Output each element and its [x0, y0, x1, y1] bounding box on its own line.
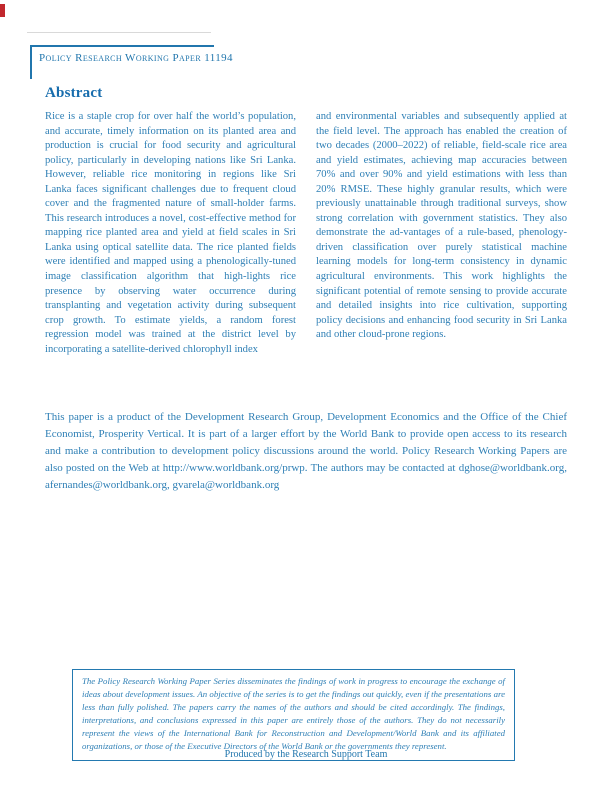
- abstract-column-left: Rice is a staple crop for over half the world’s population, and accurate, timely information on its planted area and production is crucial for food security and agricultural policy, particularly in developing nations like Sri Lanka. However, reliable rice monitoring in regions like Sri Lanka faces significant challenges due to frequent cloud cover and the fragmented nature of small-holder farms. This research introduces a novel, cost-effective method for mapping rice planted area and yield at field scales in Sri Lanka using optical satellite data. The rice planted fields were identified and mapped using a phenologically-tuned image classification algorithm that high-lights rice presence by observing water occurrence during transplanting and vegetation activity during subsequent crop growth. To estimate yields, a random forest regression model was trained at the district level by incorporating a satellite-derived chlorophyll index: [45, 111, 296, 355]
- abstract-body: [45, 110, 567, 357]
- header-faint-rule: [27, 32, 211, 33]
- abstract-column-right: and environmental variables and subsequently applied at the field level. The approach has enabled the creation of two decades (2000–2022) of reliable, field-scale rice area and yield estimates, achieving map accuracies between 70% and over 90% and yield estimations with less than 20% RMSE. These highly granular results, which were previously unattainable through traditional surveys, show strong correlation with government statistics. They also demonstrate the ad-vantages of a rule-based, phenology-driven classification over purely statistical machine learning models for long-term consistency in dynamic agricultural environments. This work highlights the significant potential of remote sensing to provide accurate and detailed insights into rice cultivation, supporting policy decisions and enhancing food security in Sri Lanka and other cloud-prone regions.: [316, 111, 567, 341]
- abstract-heading: Abstract: [45, 85, 103, 101]
- provenance-paragraph: This paper is a product of the Development Research Group, Development Economics and the Office of the Chief Economist, Prosperity Vertical. It is part of a larger effort by the World Bank to provide open access to its research and make a contribution to development policy discussions around the world. Policy Research Working Papers are also posted on the Web at http://www.worldbank.org/prwp. The authors may be contacted at dghose@worldbank.org, afernandes@worldbank.org, gvarela@worldbank.org: [45, 411, 567, 491]
- series-title: Policy Research Working Paper 11194: [39, 52, 233, 64]
- header-top-rule: [30, 45, 214, 47]
- header-left-rule: [30, 45, 32, 79]
- page-corner-registration-mark: [0, 4, 5, 17]
- series-disclaimer-box: The Policy Research Working Paper Series disseminates the findings of work in progress to encourage the exchange of ideas about development issues. An objective of the series is to get the findings out quickly, even if the presentations are less than fully polished. The papers carry the names of the authors and should be cited accordingly. The findings, interpretations, and conclusions expressed in this paper are entirely those of the authors. They do not necessarily represent the views of the International Bank for Reconstruction and Development/World Bank and its affiliated organizations, or those of the Executive Directors of the World Bank or the governments they represent.: [72, 669, 515, 761]
- produced-by-line: Produced by the Research Support Team: [224, 749, 388, 760]
